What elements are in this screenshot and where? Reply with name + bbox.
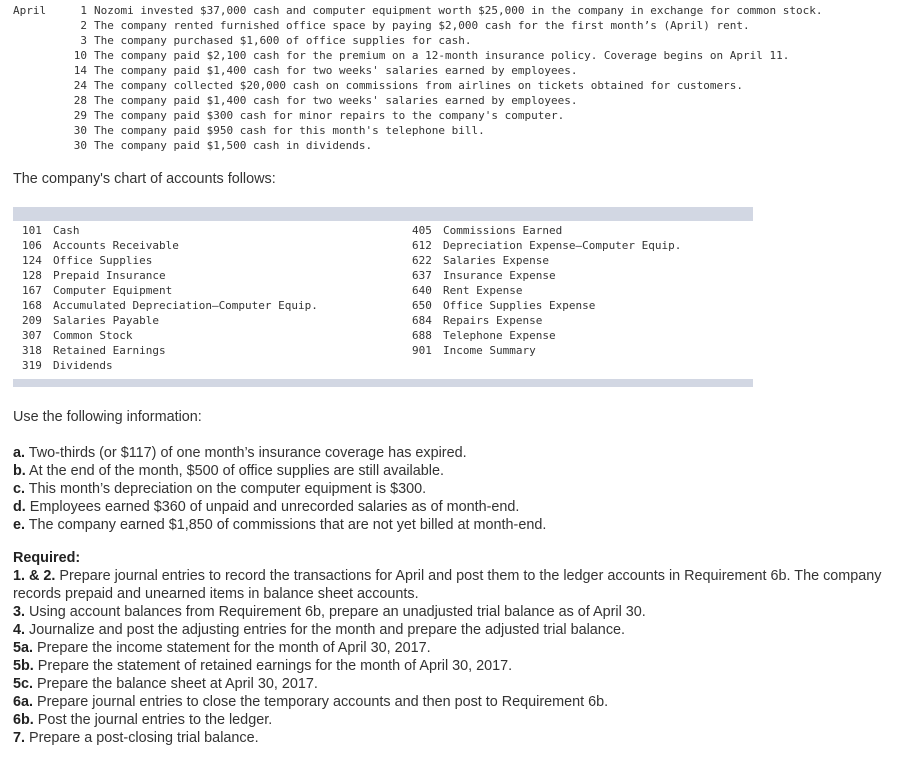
account-name: Income Summary xyxy=(443,344,536,357)
adjustment-text: The company earned $1,850 of commissions that are not yet billed at month-end. xyxy=(28,517,547,533)
required-text: Using account balances from Requirement 6b, prepare an unadjusted trial balance as of April 30. xyxy=(29,604,646,620)
adjustment-text: Two-thirds (or $117) of one month’s insurance coverage has expired. xyxy=(28,445,467,461)
account-number: 622 xyxy=(412,254,432,267)
adjustment-text: At the end of the month, $500 of office supplies are still available. xyxy=(29,463,444,479)
accounts-left-column xyxy=(22,223,412,373)
info-intro: Use the following information: xyxy=(13,409,202,425)
required-item xyxy=(13,639,908,657)
transaction-text: The company purchased $1,600 of office supplies for cash. xyxy=(94,34,472,47)
transaction-row xyxy=(13,3,822,18)
account-number: 612 xyxy=(412,239,432,252)
account-number: 637 xyxy=(412,269,432,282)
required-heading: Required: xyxy=(13,550,81,566)
adjustment-label: c. xyxy=(13,481,26,497)
transaction-text: The company paid $1,400 cash for two weeks' salaries earned by employees. xyxy=(94,64,578,77)
account-row xyxy=(22,223,412,238)
adjustment-text: This month’s depreciation on the computer equipment is $300. xyxy=(28,481,427,497)
required-text: Prepare the balance sheet at April 30, 2017. xyxy=(37,676,318,692)
adjustment-label: a. xyxy=(13,445,26,461)
required-item xyxy=(13,567,908,603)
account-number: 318 xyxy=(22,344,42,357)
transaction-month xyxy=(13,63,69,78)
transaction-day: 30 xyxy=(73,124,87,137)
account-row xyxy=(412,313,752,328)
required-label: 1. & 2. xyxy=(13,568,56,584)
account-number: 168 xyxy=(22,299,42,312)
required-text: Prepare the income statement for the month of April 30, 2017. xyxy=(37,640,431,656)
account-name: Office Supplies Expense xyxy=(443,299,596,312)
transaction-text: The company rented furnished office space by paying $2,000 cash for the first month’s (April) rent. xyxy=(94,19,750,32)
adjustment-item xyxy=(13,462,546,480)
transaction-month xyxy=(13,138,69,153)
account-row xyxy=(22,343,412,358)
adjustments-list xyxy=(13,444,546,534)
account-row xyxy=(22,268,412,283)
required-item xyxy=(13,603,908,621)
transaction-month xyxy=(13,33,69,48)
account-row xyxy=(22,358,412,373)
account-number: 319 xyxy=(22,359,42,372)
account-row xyxy=(22,328,412,343)
adjustment-label: d. xyxy=(13,499,26,515)
account-name: Accumulated Depreciation—Computer Equip. xyxy=(53,299,318,312)
account-row xyxy=(412,298,752,313)
required-label: 7. xyxy=(13,730,26,746)
transaction-day: 14 xyxy=(73,64,87,77)
required-text: Journalize and post the adjusting entries for the month and prepare the adjusted trial balance. xyxy=(29,622,626,638)
transaction-day: 1 xyxy=(80,4,87,17)
account-name: Depreciation Expense—Computer Equip. xyxy=(443,239,682,252)
account-number: 684 xyxy=(412,314,432,327)
transaction-row xyxy=(13,33,822,48)
required-item xyxy=(13,729,908,747)
accounts-right-column xyxy=(412,223,752,373)
account-row xyxy=(412,328,752,343)
transaction-row xyxy=(13,63,822,78)
account-row xyxy=(22,298,412,313)
required-items xyxy=(13,567,908,747)
chart-of-accounts-table xyxy=(13,207,753,387)
required-text: Prepare a post-closing trial balance. xyxy=(29,730,259,746)
transaction-month xyxy=(13,48,69,63)
required-item xyxy=(13,693,908,711)
transaction-text: The company paid $2,100 cash for the premium on a 12-month insurance policy. Coverage begins on April 11. xyxy=(94,49,790,62)
account-name: Office Supplies xyxy=(53,254,153,267)
transaction-text: The company collected $20,000 cash on commissions from airlines on tickets obtained for customers. xyxy=(94,79,744,92)
required-text: Prepare the statement of retained earnings for the month of April 30, 2017. xyxy=(37,658,513,674)
transaction-month xyxy=(13,18,69,33)
account-name: Cash xyxy=(53,224,80,237)
account-row xyxy=(412,268,752,283)
adjustment-text: Employees earned $360 of unpaid and unrecorded salaries as of month-end. xyxy=(29,499,520,515)
transaction-text: The company paid $300 cash for minor repairs to the company's computer. xyxy=(94,109,565,122)
transaction-row xyxy=(13,123,822,138)
adjustment-label: b. xyxy=(13,463,26,479)
required-text: Prepare journal entries to close the temporary accounts and then post to Requirement 6b. xyxy=(37,694,609,710)
transaction-month xyxy=(13,108,69,123)
required-label: 6b. xyxy=(13,712,34,728)
transaction-month: April xyxy=(13,4,47,17)
adjustment-label: e. xyxy=(13,517,26,533)
account-number: 405 xyxy=(412,224,432,237)
required-item xyxy=(13,675,908,693)
transaction-row xyxy=(13,18,822,33)
required-text: Post the journal entries to the ledger. xyxy=(37,712,273,728)
transaction-row xyxy=(13,93,822,108)
account-name: Salaries Payable xyxy=(53,314,159,327)
transaction-row xyxy=(13,48,822,63)
transaction-month xyxy=(13,78,69,93)
account-name: Repairs Expense xyxy=(443,314,543,327)
account-name: Telephone Expense xyxy=(443,329,556,342)
required-item xyxy=(13,657,908,675)
account-row xyxy=(412,223,752,238)
account-row xyxy=(22,238,412,253)
transaction-month xyxy=(13,93,69,108)
transaction-text: Nozomi invested $37,000 cash and computer equipment worth $25,000 in the company in exchange for common stock. xyxy=(94,4,823,17)
account-number: 640 xyxy=(412,284,432,297)
account-number: 167 xyxy=(22,284,42,297)
adjustment-item xyxy=(13,444,546,462)
required-label: 3. xyxy=(13,604,26,620)
transaction-day: 29 xyxy=(73,109,87,122)
account-number: 307 xyxy=(22,329,42,342)
transaction-day: 3 xyxy=(80,34,87,47)
account-name: Dividends xyxy=(53,359,113,372)
account-name: Rent Expense xyxy=(443,284,523,297)
transaction-day: 30 xyxy=(73,139,87,152)
account-row xyxy=(412,253,752,268)
account-name: Retained Earnings xyxy=(53,344,166,357)
required-label: 5c. xyxy=(13,676,34,692)
account-number: 209 xyxy=(22,314,42,327)
account-name: Accounts Receivable xyxy=(53,239,179,252)
account-number: 688 xyxy=(412,329,432,342)
account-number: 101 xyxy=(22,224,42,237)
transaction-text: The company paid $950 cash for this month's telephone bill. xyxy=(94,124,485,137)
required-item xyxy=(13,621,908,639)
transaction-row xyxy=(13,108,822,123)
transactions-list xyxy=(13,3,822,153)
transaction-day: 28 xyxy=(73,94,87,107)
table-footer-bar xyxy=(13,379,753,387)
account-row xyxy=(22,283,412,298)
account-number: 128 xyxy=(22,269,42,282)
transaction-month xyxy=(13,123,69,138)
required-label: 5b. xyxy=(13,658,34,674)
adjustment-item xyxy=(13,516,546,534)
required-label: 5a. xyxy=(13,640,34,656)
required-item xyxy=(13,711,908,729)
transaction-text: The company paid $1,500 cash in dividends. xyxy=(94,139,373,152)
account-number: 650 xyxy=(412,299,432,312)
account-row xyxy=(412,283,752,298)
required-label: 6a. xyxy=(13,694,34,710)
required-text: Prepare journal entries to record the transactions for April and post them to the ledger accounts in Requirement 6b. The company records prepaid and unearned items in balance sheet accounts. xyxy=(13,568,882,602)
table-header-bar xyxy=(13,207,753,221)
adjustment-item xyxy=(13,480,546,498)
required-label: 4. xyxy=(13,622,26,638)
required-section xyxy=(13,549,908,747)
account-name: Salaries Expense xyxy=(443,254,549,267)
account-row xyxy=(412,238,752,253)
account-number: 124 xyxy=(22,254,42,267)
transaction-row xyxy=(13,138,822,153)
chart-of-accounts-intro: The company's chart of accounts follows: xyxy=(13,171,276,187)
account-row xyxy=(22,253,412,268)
account-row xyxy=(412,343,752,358)
adjustment-item xyxy=(13,498,546,516)
account-name: Common Stock xyxy=(53,329,133,342)
transaction-text: The company paid $1,400 cash for two weeks' salaries earned by employees. xyxy=(94,94,578,107)
account-row xyxy=(22,313,412,328)
account-name: Insurance Expense xyxy=(443,269,556,282)
account-name: Prepaid Insurance xyxy=(53,269,166,282)
account-name: Commissions Earned xyxy=(443,224,563,237)
account-name: Computer Equipment xyxy=(53,284,173,297)
account-number: 901 xyxy=(412,344,432,357)
transaction-day: 24 xyxy=(73,79,87,92)
transaction-day: 2 xyxy=(80,19,87,32)
transaction-day: 10 xyxy=(73,49,87,62)
transaction-row xyxy=(13,78,822,93)
account-number: 106 xyxy=(22,239,42,252)
